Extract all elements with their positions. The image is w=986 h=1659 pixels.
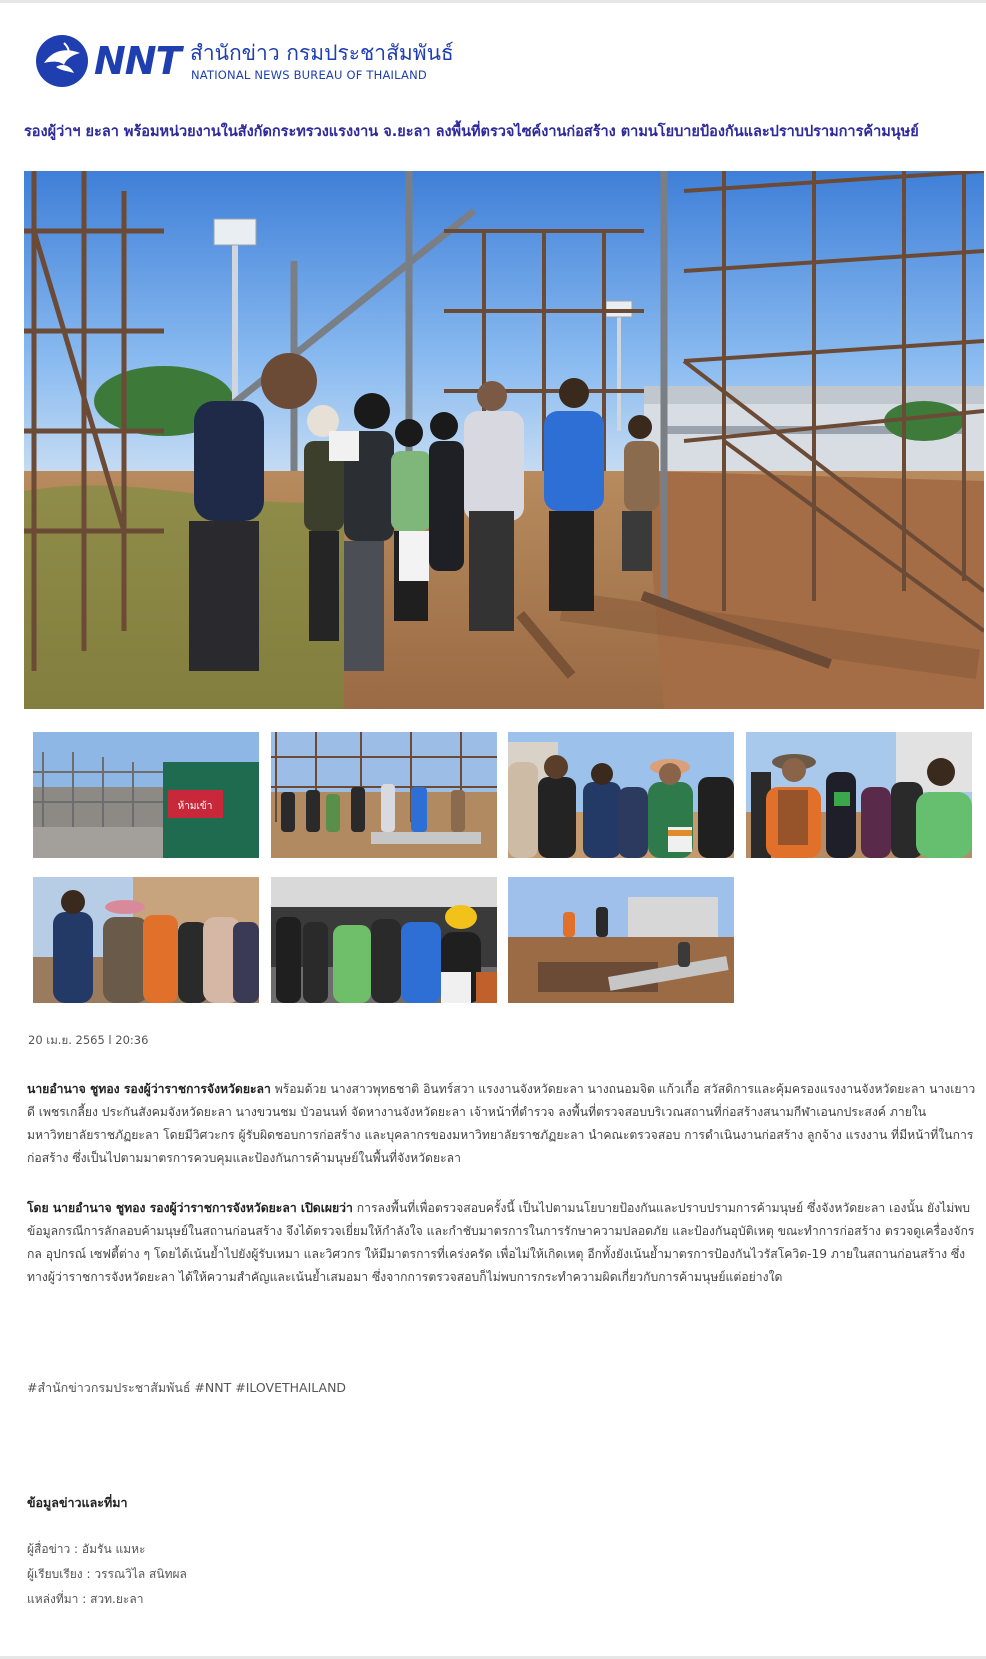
paragraph-1-body: พร้อมด้วย นางสาวพุทธชาติ อินทร์สวา แรงงานจังหวัดยะลา นางถนอมจิต แก้วเกื้อ สวัสดิการและคุ้มครองแรงงานจังหวัดยะลา นางเยาวดี เพชรเกลี้ยง ประกันสังคมจังหวัดยะลา นางขวนชม บัวอนนท์ จัดหางานจังหวัดยะลา เจ้าหน้าที่ตำรวจ ลงพื้นที่ตรวจสอบบริเวณสถานที่ก่อสร้างสนามกีฬาเอนกประสงค์ ภายในมหาวิทยาลัยราชภัฏยะลา โดยมีวิศวะกร ผู้รับผิดชอบการก่อสร้าง และบุคลากรของมหาวิทยาลัยราชภัฏยะลา นำคณะตรวจสอบ การดำเนินงานก่อสร้าง ลูกจ้าง แรงงาน ที่มีหน้าที่ในการก่อสร้าง ซึ่งเป็นไปตามมาตรการควบคุมและป้องกันการค้ามนุษย์ในพื้นที่จังหวัดยะลา	[27, 1082, 976, 1165]
logo-wordmark: NNT	[94, 39, 181, 83]
gallery-thumb-2[interactable]	[271, 732, 497, 858]
gallery-thumb-6[interactable]	[271, 877, 497, 1003]
gallery-thumb-1[interactable]	[33, 732, 259, 858]
publish-date: 20 เม.ย. 2565 l 20:36	[28, 1033, 149, 1047]
gallery-thumb-5[interactable]	[33, 877, 259, 1003]
source-info-heading: ข้อมูลข่าวและที่มา	[27, 1495, 128, 1510]
source-line: แหล่งที่มา : สวท.ยะลา	[27, 1592, 144, 1606]
editor-line: ผู้เรียบเรียง : วรรณวิไล สนิทผล	[27, 1567, 187, 1581]
logo-thai-name: สำนักข่าว กรมประชาสัมพันธ์	[190, 41, 454, 65]
nnt-logo[interactable]	[34, 33, 454, 89]
paragraph-1-lead: นายอำนาจ ชูทอง รองผู้ว่าราชการจังหวัดยะลา	[27, 1082, 271, 1096]
article-headline: รองผู้ว่าฯ ยะลา พร้อมหน่วยงานในสังกัดกระทรวงแรงงาน จ.ยะลา ลงพื้นที่ตรวจไซค์งานก่อสร้าง ตามนโยบายป้องกันและปราบปรามการค้ามนุษย์	[24, 124, 919, 140]
logo-english-name: NATIONAL NEWS BUREAU OF THAILAND	[191, 68, 427, 82]
paragraph-2-lead: โดย นายอำนาจ ชูทอง รองผู้ว่าราชการจังหวัดยะลา เปิดเผยว่า	[27, 1201, 353, 1215]
gallery-thumb-7[interactable]	[508, 877, 734, 1003]
reporter-line: ผู้สื่อข่าว : อัมรัน แมหะ	[27, 1542, 146, 1556]
hero-photo[interactable]	[24, 171, 984, 709]
gallery-thumb-4[interactable]	[746, 732, 972, 858]
construction-site-photo	[24, 171, 984, 709]
article-paragraph-2	[27, 1197, 981, 1289]
globe-bird-icon	[34, 33, 92, 89]
gallery-thumb-3[interactable]	[508, 732, 734, 858]
paragraph-2-body: การลงพื้นที่เพื่อตรวจสอบครั้งนี้ เป็นไปตามนโยบายป้องกันและปราบปรามการค้ามนุษย์ ซึ่งจังหวัดยะลา เองนั้น ยังไม่พบข้อมูลกรณีการลักลอบค้ามนุษย์ในสถานก่อนสร้าง จึงได้ตรวจเยี่ยมให้กำลังใจ และกำชับมาตรการในการรักษาความปลอดภัย และป้องกันอุบัติเหตุ ขณะทำการก่อสร้าง ตรวจดูเครื่องจักรกล อุปกรณ์ เซฟตี้ต่าง ๆ โดยได้เน้นย้ำไปยังผู้รับเหมา และวิศวกร ให้มีมาตรการที่เคร่งครัด เพื่อไม่ให้เกิดเหตุ อีกทั้งยังเน้นย้ำมาตรการป้องกันไวรัสโควิด-19 ภายในสถานก่อนสร้าง ซึ่งทางผู้ว่าราชการจังหวัดยะลา ได้ให้ความสำคัญและเน้นย้ำเสมอมา ซึ่งจากการตรวจสอบก็ไม่พบการกระทำความผิดเกี่ยวกับการค้ามนุษย์แต่อย่างใด	[27, 1201, 975, 1284]
article-paragraph-1	[27, 1078, 981, 1170]
hashtags: #สำนักข่าวกรมประชาสัมพันธ์ #NNT #ILOVETHAILAND	[27, 1380, 347, 1395]
no-entry-sign-text: ห้ามเข้า	[177, 801, 213, 812]
